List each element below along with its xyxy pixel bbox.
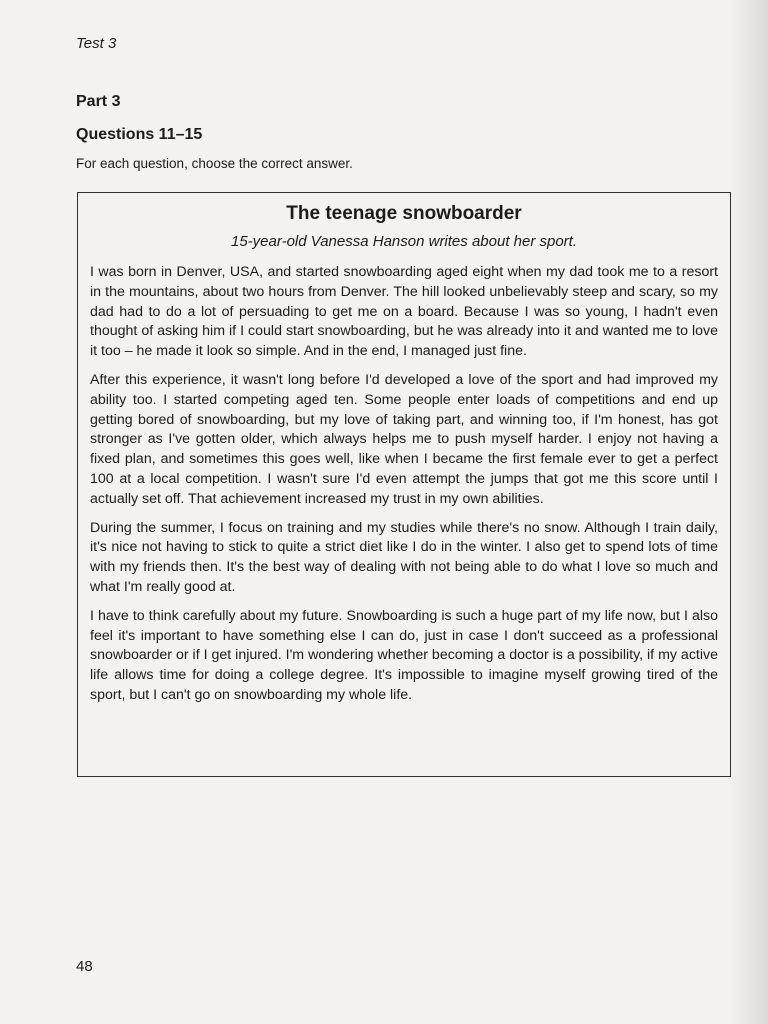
page-edge-shadow [728, 0, 768, 1024]
page-number: 48 [76, 958, 93, 975]
article-paragraph-3: During the summer, I focus on training and my studies while there's no snow. Although I train daily, it's nice not having to stick to quite a strict diet like I do in the winter. I also get to spend lots of time with my friends then. It's the best way of dealing with not being able to do what I love so much and what I'm really good at. [90, 519, 718, 595]
running-head: Test 3 [76, 35, 117, 52]
article-paragraph-4: I have to think carefully about my future. Snowboarding is such a huge part of my life now, but I also feel it's important to have something else I can do, just in case I don't succeed as a professional snowboarder or if I get injured. I'm wondering whether becoming a doctor is a possibility, if my active life allows time for doing a college degree. It's impossible to imagine myself growing tired of the sport, but I can't go on snowboarding my whole life. [90, 607, 718, 703]
article-paragraph-1: I was born in Denver, USA, and started snowboarding aged eight when my dad took me to a resort in the mountains, about two hours from Denver. The hill looked unbelievably steep and scary, so my dad had to do a lot of persuading to get me on a board. Because I was so young, I hadn't even thought of asking him if I could start snowboarding, but he was already into it and wanted me to love it too – he made it look so simple. And in the end, I managed just fine. [90, 264, 718, 360]
article-title: The teenage snowboarder [286, 203, 522, 224]
instruction-text: For each question, choose the correct answer. [76, 156, 353, 171]
questions-heading: Questions 11–15 [76, 126, 203, 143]
article-box [77, 192, 731, 777]
article-subtitle: 15-year-old Vanessa Hanson writes about her sport. [230, 233, 578, 250]
article-paragraph-2: After this experience, it wasn't long before I'd developed a love of the sport and had improved my ability too. I started competing aged ten. Some people enter loads of competitions and end up getting bored of snowboarding, but my love of taking part, and winning too, if I'm honest, has got stronger as I've gotten older, which always helps me to push myself harder. I enjoy not having a fixed plan, and sometimes this goes well, like when I became the first female ever to get a perfect 100 at a local competition. I wasn't sure I'd even attempt the jumps that got me this score until I actually set off. That achievement increased my trust in my own abilities. [90, 371, 718, 507]
part-title: Part 3 [76, 93, 121, 110]
